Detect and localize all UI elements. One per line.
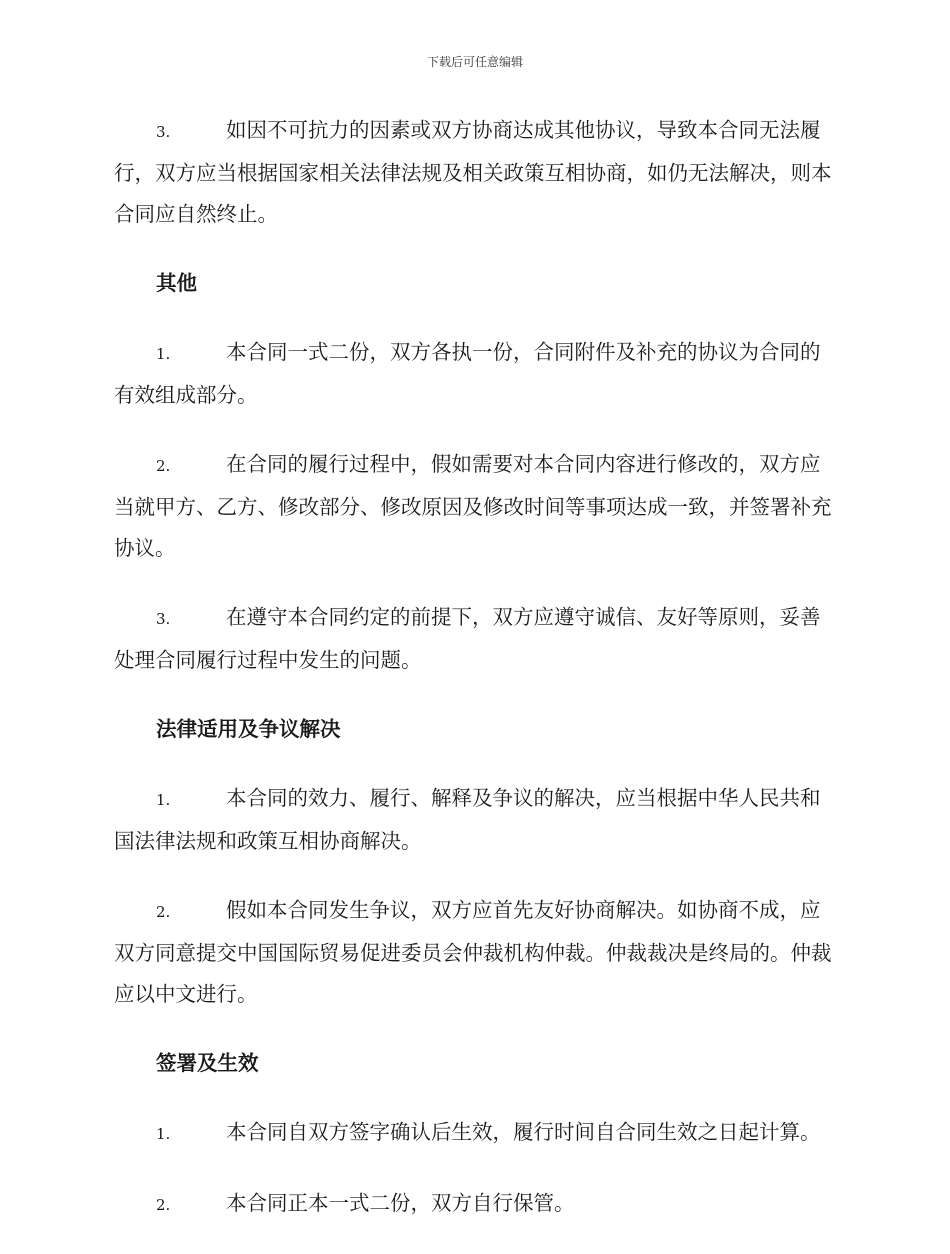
clause-number: 3.: [156, 610, 171, 628]
clause-number: 2.: [156, 903, 171, 921]
section-heading: 签署及生效: [156, 1051, 259, 1075]
clause-text: 本合同一式二份，双方各执一份，合同附件及补充的协议为合同的有效组成部分。: [114, 340, 821, 407]
clause-number: 2.: [156, 457, 171, 475]
clause-number: 1.: [156, 345, 171, 363]
clause-paragraph: [114, 1112, 834, 1155]
clause-number: 1.: [156, 1125, 171, 1143]
clause-paragraph: [114, 444, 834, 569]
page-header: 下载后可任意编辑: [426, 55, 523, 69]
clause-text: 在遵守本合同约定的前提下，双方应遵守诚信、友好等原则，妥善处理合同履行过程中发生的问题。: [114, 605, 821, 672]
clause-paragraph: [114, 597, 834, 681]
clause-text: 在合同的履行过程中，假如需要对本合同内容进行修改的，双方应当就甲方、乙方、修改部分、修改原因及修改时间等事项达成一致，并签署补充协议。: [114, 452, 832, 560]
clause-paragraph: [114, 778, 834, 862]
clause-paragraph: [114, 890, 834, 1015]
clause-text: 本合同的效力、履行、解释及争议的解决，应当根据中华人民共和国法律法规和政策互相协商解决。: [114, 786, 821, 853]
section-heading: 其他: [156, 271, 197, 295]
document-body: [114, 110, 834, 1254]
clause-paragraph: [114, 1183, 834, 1226]
clause-text: 本合同正本一式二份，双方自行保管。: [226, 1191, 575, 1215]
clause-paragraph: [114, 332, 834, 416]
clause-number: 1.: [156, 791, 171, 809]
clause-text: 本合同自双方签字确认后生效，履行时间自合同生效之日起计算。: [226, 1120, 821, 1144]
clause-number: 2.: [156, 1196, 171, 1214]
clause-text: 如因不可抗力的因素或双方协商达成其他协议，导致本合同无法履行，双方应当根据国家相关法律法规及相关政策互相协商，如仍无法解决，则本合同应自然终止。: [114, 118, 832, 226]
clause-number: 3.: [156, 123, 171, 141]
clause-paragraph: [114, 110, 834, 235]
section-heading: 法律适用及争议解决: [156, 717, 341, 741]
clause-text: 假如本合同发生争议，双方应首先友好协商解决。如协商不成，应双方同意提交中国国际贸易促进委员会仲裁机构仲裁。仲裁裁决是终局的。仲裁应以中文进行。: [114, 898, 832, 1006]
